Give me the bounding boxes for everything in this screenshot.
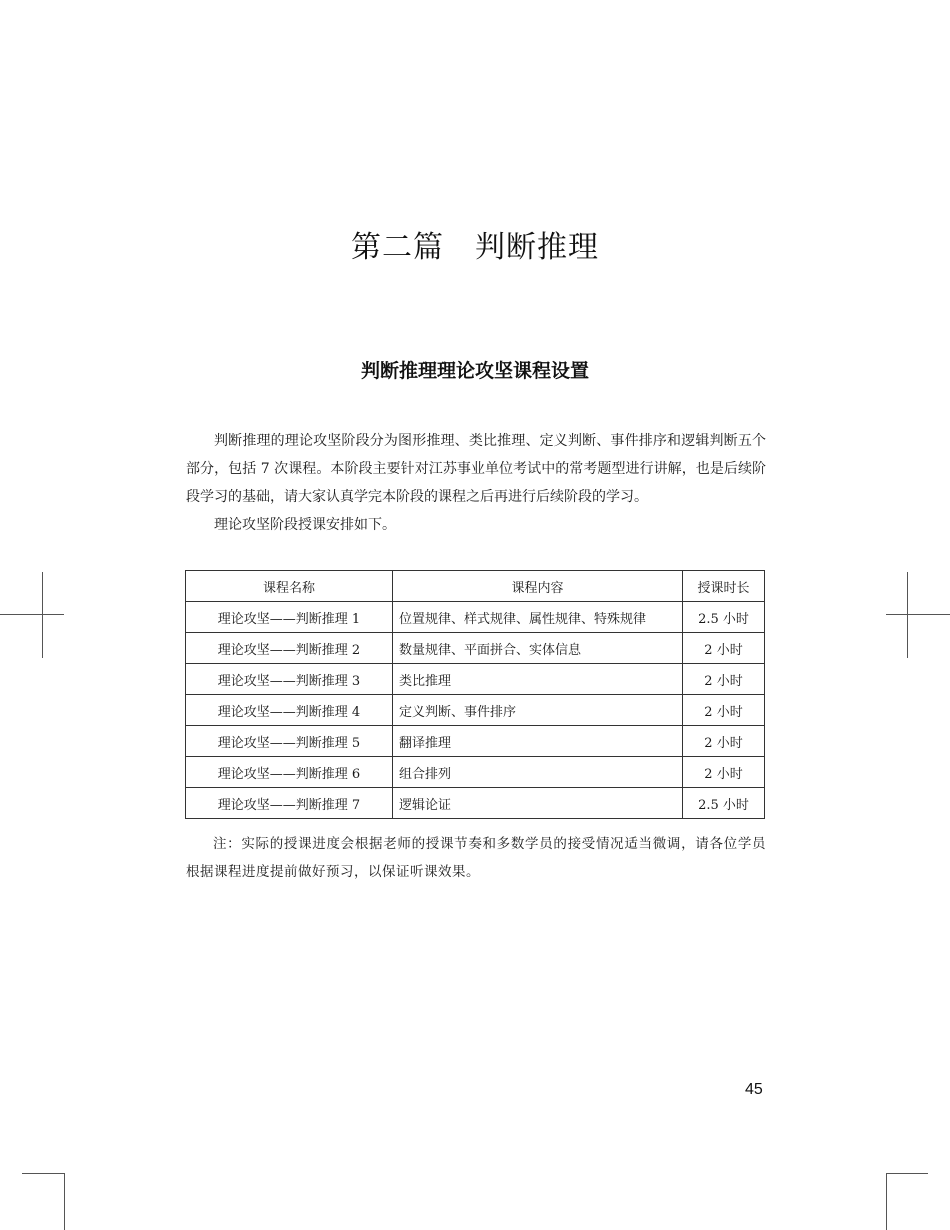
course-duration-cell: 2 小时 xyxy=(683,695,765,726)
course-schedule-table xyxy=(185,570,765,819)
course-name-cell: 理论攻坚——判断推理 3 xyxy=(186,664,393,695)
crop-mark-bottom-right-vertical xyxy=(886,1173,887,1230)
table-row xyxy=(186,726,765,757)
table-row xyxy=(186,633,765,664)
course-duration-cell: 2.5 小时 xyxy=(683,788,765,819)
crop-mark-bottom-left-vertical xyxy=(64,1173,65,1230)
course-name-cell: 理论攻坚——判断推理 4 xyxy=(186,695,393,726)
crop-mark-right-vertical xyxy=(907,572,908,658)
course-content-cell: 组合排列 xyxy=(393,757,683,788)
course-name-cell: 理论攻坚——判断推理 6 xyxy=(186,757,393,788)
crop-mark-left-horizontal xyxy=(0,614,64,615)
table-row xyxy=(186,757,765,788)
course-content-cell: 定义判断、事件排序 xyxy=(393,695,683,726)
intro-paragraph: 理论攻坚阶段授课安排如下。 xyxy=(214,517,396,533)
course-name-cell: 理论攻坚——判断推理 7 xyxy=(186,788,393,819)
course-content-cell: 位置规律、样式规律、属性规律、特殊规律 xyxy=(393,602,683,633)
section-title: 判断推理理论攻坚课程设置 xyxy=(360,360,589,382)
course-duration-cell: 2 小时 xyxy=(683,633,765,664)
course-duration-cell: 2 小时 xyxy=(683,757,765,788)
course-duration-cell: 2 小时 xyxy=(683,664,765,695)
crop-mark-right-horizontal xyxy=(886,614,950,615)
crop-mark-left-vertical xyxy=(42,572,43,658)
course-duration-cell: 2.5 小时 xyxy=(683,602,765,633)
intro-paragraph: 判断推理的理论攻坚阶段分为图形推理、类比推理、定义判断、事件排序和逻辑判断五个部分，包括 7 次课程。本阶段主要针对江苏事业单位考试中的常考题型进行讲解，也是后续阶段学习的基础，请大家认真学完本阶段的课程之后再进行后续阶段的学习。 xyxy=(186,433,766,505)
table-row xyxy=(186,788,765,819)
table-header-row xyxy=(186,571,765,602)
course-name-cell: 理论攻坚——判断推理 1 xyxy=(186,602,393,633)
course-duration-cell: 2 小时 xyxy=(683,726,765,757)
course-content-cell: 类比推理 xyxy=(393,664,683,695)
crop-mark-bottom-left-horizontal xyxy=(22,1173,64,1174)
course-content-cell: 翻译推理 xyxy=(393,726,683,757)
course-content-cell: 逻辑论证 xyxy=(393,788,683,819)
course-name-cell: 理论攻坚——判断推理 2 xyxy=(186,633,393,664)
column-header-course-name: 课程名称 xyxy=(186,571,393,602)
course-name-cell: 理论攻坚——判断推理 5 xyxy=(186,726,393,757)
column-header-course-content: 课程内容 xyxy=(393,571,683,602)
footnote: 注：实际的授课进度会根据老师的授课节奏和多数学员的接受情况适当微调，请各位学员根据课程进度提前做好预习，以保证听课效果。 xyxy=(186,836,766,880)
crop-mark-bottom-right-horizontal xyxy=(886,1173,928,1174)
table-row xyxy=(186,602,765,633)
course-content-cell: 数量规律、平面拼合、实体信息 xyxy=(393,633,683,664)
column-header-duration: 授课时长 xyxy=(683,571,765,602)
page-title: 第二篇 判断推理 xyxy=(351,230,599,265)
page-number: 45 xyxy=(745,1081,763,1098)
intro-text xyxy=(186,427,766,539)
table-row xyxy=(186,664,765,695)
table-row xyxy=(186,695,765,726)
